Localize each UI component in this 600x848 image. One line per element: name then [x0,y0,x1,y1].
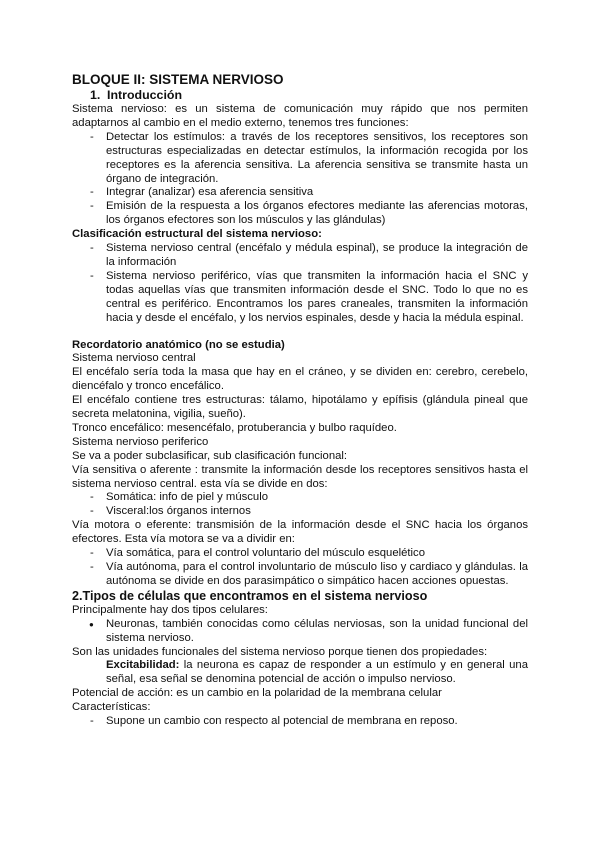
document-body [72,72,528,729]
list-item: - Detectar los estímulos: a través de los receptores sensitivos, los receptores son estructuras especializadas en detectar estímulos, la información recogida por los receptores es la aferencia sensitiva. La aferencia sensitiva se transmite hasta un órgano de integración. [72,131,528,187]
paragraph: Características: [72,701,151,714]
functions-list [72,131,528,228]
paragraph: Se va a poder subclasificar, sub clasificación funcional: [72,449,348,462]
paragraph: El encéfalo sería toda la masa que hay en el cráneo, y se dividen en: cerebro, cerebelo, diencéfalo y tronco encefálico. [72,366,528,393]
section-1-title: Introducción [107,88,183,102]
section-1-intro: Sistema nervioso: es un sistema de comunicación muy rápido que nos permiten adaptarnos al cambio en el medio externo, tenemos tres funciones: [72,103,528,129]
document-title: BLOQUE II: SISTEMA NERVIOSO [72,72,284,87]
list-item: - Emisión de la respuesta a los órganos efectores mediante las aferencias motoras, los órganos efectores son los músculos y las glándulas) [72,200,528,228]
paragraph-spacer [72,326,528,339]
paragraph: Vía motora o eferente: transmisión de la información desde el SNC hacia los órganos efectores. Esta vía motora se va a dividir en: [72,519,528,546]
classification-heading: Clasificación estructural del sistema nervioso: [72,228,322,241]
paragraph: Vía sensitiva o aferente : transmite la información desde los receptores sensitivos hasta el sistema nervioso central. esta vía se divide en dos: [72,463,528,490]
list-item: - Somática: info de piel y músculo [72,491,528,505]
section-1-heading [90,88,528,103]
classification-list [72,242,528,325]
list-item: - Vía autónoma, para el control involuntario de músculo liso y cardiaco y glándulas. la autónoma se divide en dos parasimpático o simpático hacen acciones opuestas. [72,561,528,589]
motor-pathway-list [72,547,528,589]
list-item: - Sistema nervioso central (encéfalo y médula espinal), se produce la integración de la información [72,242,528,270]
cell-types-list [72,618,528,646]
paragraph: Sistema nervioso central [72,352,196,365]
paragraph: Potencial de acción: es un cambio en la polaridad de la membrana celular [72,687,442,700]
list-item: - Sistema nervioso periférico, vías que transmiten la información hacia el SNC y todas aquellas vías que transmiten información desde el SNC. Todo lo que no es central es periférico. Encontramos los pares craneales, transmiten la información hacia y desde el encéfalo, y los nervios espinales, desde y hacia la médula espinal. [72,270,528,326]
section-2-heading: 2.Tipos de células que encontramos en el sistema nervioso [72,588,428,603]
list-item: - Visceral:los órganos internos [72,505,528,519]
excitability-text: la neurona es capaz de responder a un estímulo y en general una señal, esa señal se denomina potencial de acción o impulso nervioso. [106,659,528,686]
paragraph: Sistema nervioso periferico [72,435,209,448]
paragraph: El encéfalo contiene tres estructuras: tálamo, hipotálamo y epífisis (glándula pineal que secreta melatonina, vigilia, sueño). [72,394,528,421]
paragraph: Son las unidades funcionales del sistema nervioso porque tienen dos propiedades: [72,645,488,658]
list-item: - Vía somática, para el control voluntario del músculo esquelético [72,547,528,561]
list-item: ● Neuronas, también conocidas como células nerviosas, son la unidad funcional del sistema nervioso. [72,618,528,646]
excitability-term: Excitabilidad: [106,659,180,672]
paragraph: Tronco encefálico: mesencéfalo, protuberancia y bulbo raquídeo. [72,421,397,434]
sensitive-pathway-list [72,491,528,519]
section-1-number: 1. [90,88,101,102]
list-item: - Supone un cambio con respecto al potencial de membrana en reposo. [72,715,528,729]
list-item: - Integrar (analizar) esa aferencia sensitiva [72,186,528,200]
paragraph: Principalmente hay dos tipos celulares: [72,603,268,616]
reminder-heading: Recordatorio anatómico (no se estudia) [72,338,285,351]
characteristics-list [72,715,528,729]
excitability-paragraph [72,659,528,687]
